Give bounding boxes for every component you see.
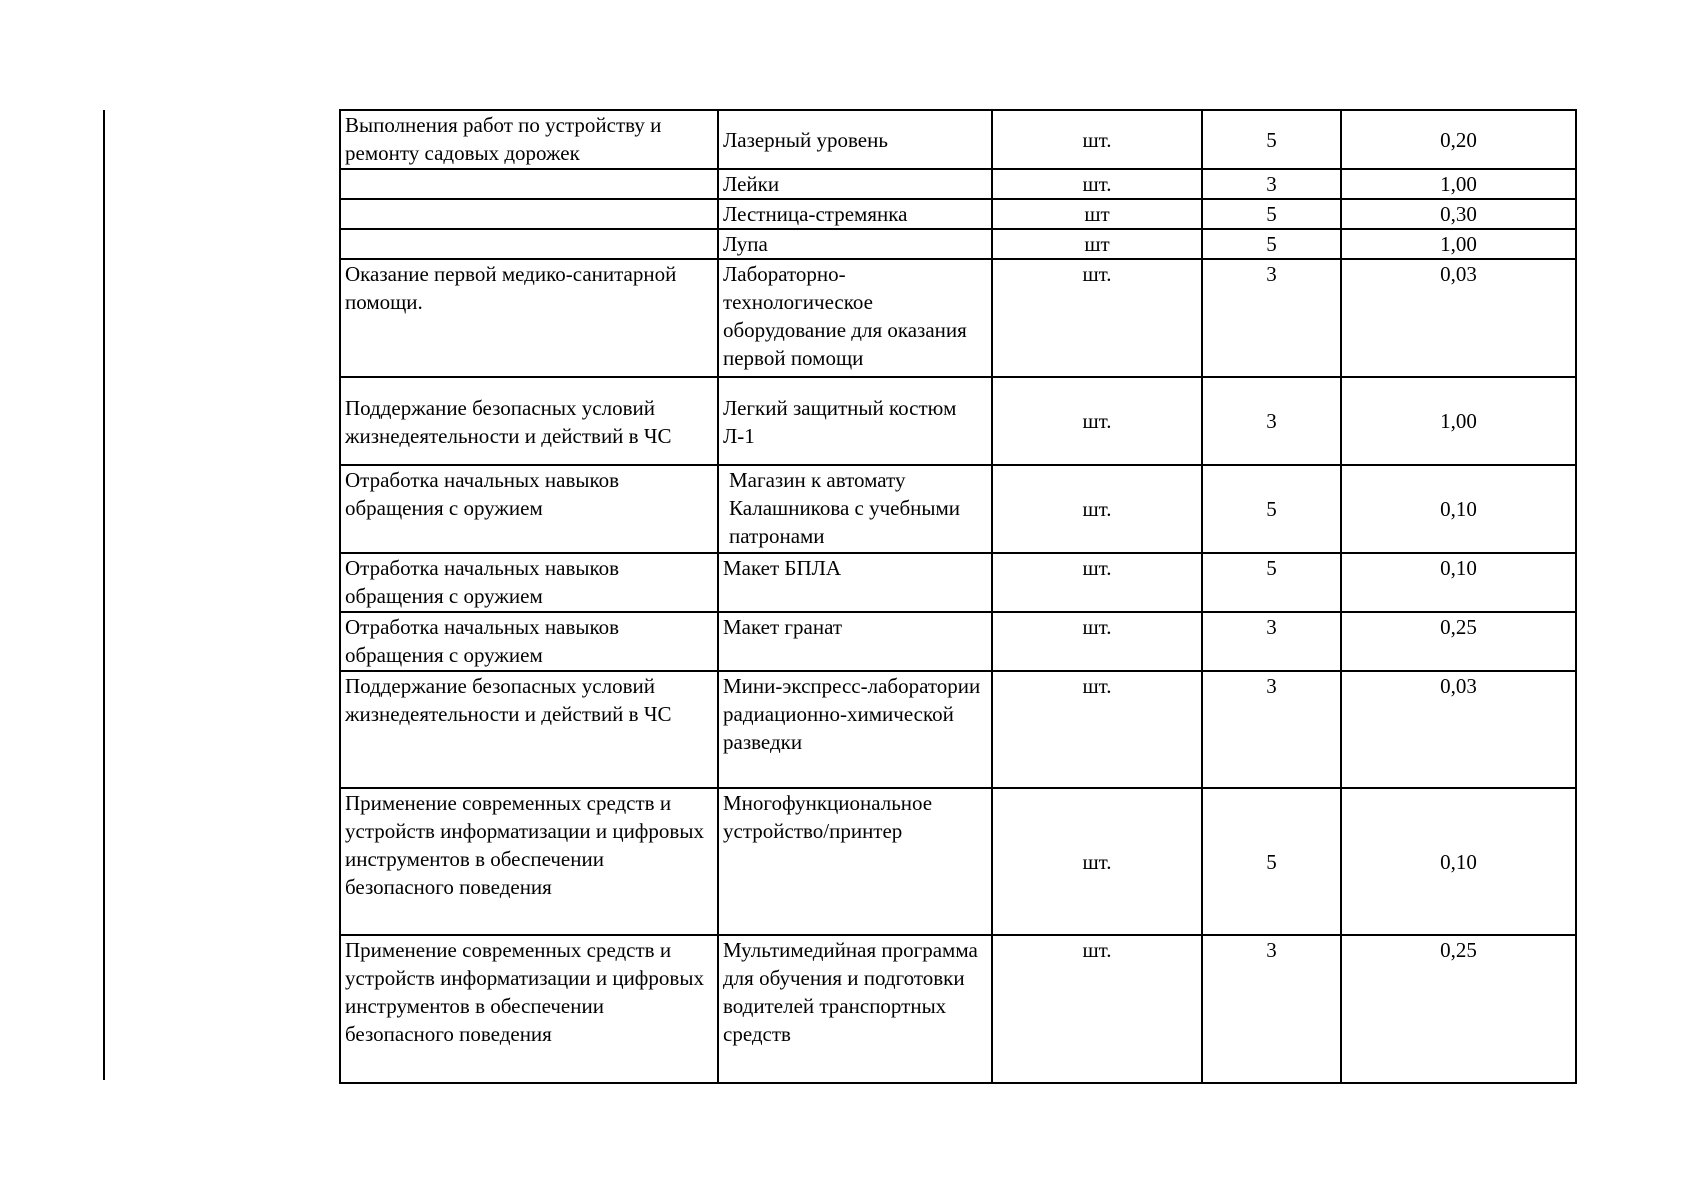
unit-cell: шт — [992, 199, 1202, 229]
unit-cell: шт — [992, 229, 1202, 259]
table-row — [340, 169, 1576, 199]
unit-cell: шт. — [992, 259, 1202, 377]
norm-cell: 0,03 — [1341, 259, 1576, 377]
item-cell: Макет гранат — [718, 612, 992, 671]
quantity-cell: 3 — [1202, 671, 1341, 788]
item-cell: Лабораторно-технологическое оборудование для оказания первой помощи — [718, 259, 992, 377]
norm-cell: 0,30 — [1341, 199, 1576, 229]
table-row — [340, 465, 1576, 553]
unit-cell: шт. — [992, 553, 1202, 612]
table-row — [340, 199, 1576, 229]
item-cell: Многофункциональное устройство/принтер — [718, 788, 992, 935]
activity-cell: Отработка начальных навыков обращения с оружием — [340, 553, 718, 612]
left-margin-rule — [103, 110, 105, 1080]
norm-cell: 1,00 — [1341, 377, 1576, 465]
norm-cell: 0,25 — [1341, 935, 1576, 1083]
table-row — [340, 935, 1576, 1083]
activity-cell — [340, 229, 718, 259]
item-cell: Лазерный уровень — [718, 110, 992, 169]
activity-cell: Применение современных средств и устройств информатизации и цифровых инструментов в обеспечении безопасного поведения — [340, 788, 718, 935]
quantity-cell: 3 — [1202, 259, 1341, 377]
quantity-cell: 3 — [1202, 377, 1341, 465]
norm-cell: 1,00 — [1341, 229, 1576, 259]
activity-cell: Отработка начальных навыков обращения с оружием — [340, 465, 718, 553]
activity-cell: Оказание первой медико-санитарной помощи. — [340, 259, 718, 377]
item-cell: Легкий защитный костюм Л-1 — [718, 377, 992, 465]
quantity-cell: 5 — [1202, 229, 1341, 259]
equipment-table — [339, 109, 1577, 1084]
unit-cell: шт. — [992, 671, 1202, 788]
norm-cell: 0,10 — [1341, 788, 1576, 935]
table-row — [340, 788, 1576, 935]
table-row — [340, 110, 1576, 169]
quantity-cell: 3 — [1202, 612, 1341, 671]
table-row — [340, 377, 1576, 465]
unit-cell: шт. — [992, 612, 1202, 671]
norm-cell: 0,03 — [1341, 671, 1576, 788]
unit-cell: шт. — [992, 377, 1202, 465]
activity-cell: Выполнения работ по устройству и ремонту садовых дорожек — [340, 110, 718, 169]
activity-cell: Поддержание безопасных условий жизнедеятельности и действий в ЧС — [340, 377, 718, 465]
norm-cell: 1,00 — [1341, 169, 1576, 199]
unit-cell: шт. — [992, 169, 1202, 199]
norm-cell: 0,10 — [1341, 553, 1576, 612]
item-cell: Лестница-стремянка — [718, 199, 992, 229]
activity-cell — [340, 169, 718, 199]
item-cell: Макет БПЛА — [718, 553, 992, 612]
table-row — [340, 229, 1576, 259]
quantity-cell: 5 — [1202, 199, 1341, 229]
unit-cell: шт. — [992, 110, 1202, 169]
unit-cell: шт. — [992, 465, 1202, 553]
unit-cell: шт. — [992, 935, 1202, 1083]
norm-cell: 0,20 — [1341, 110, 1576, 169]
quantity-cell: 5 — [1202, 788, 1341, 935]
norm-cell: 0,25 — [1341, 612, 1576, 671]
table-row — [340, 259, 1576, 377]
item-cell: Лупа — [718, 229, 992, 259]
quantity-cell: 5 — [1202, 465, 1341, 553]
quantity-cell: 5 — [1202, 553, 1341, 612]
item-cell: Мультимедийная программа для обучения и подготовки водителей транспортных средств — [718, 935, 992, 1083]
table-row — [340, 612, 1576, 671]
quantity-cell: 3 — [1202, 935, 1341, 1083]
quantity-cell: 5 — [1202, 110, 1341, 169]
item-cell: Магазин к автомату Калашникова с учебными патронами — [718, 465, 992, 553]
activity-cell — [340, 199, 718, 229]
norm-cell: 0,10 — [1341, 465, 1576, 553]
activity-cell: Отработка начальных навыков обращения с оружием — [340, 612, 718, 671]
activity-cell: Поддержание безопасных условий жизнедеятельности и действий в ЧС — [340, 671, 718, 788]
quantity-cell: 3 — [1202, 169, 1341, 199]
item-cell: Мини-экспресс-лаборатории радиационно-химической разведки — [718, 671, 992, 788]
table-row — [340, 553, 1576, 612]
unit-cell: шт. — [992, 788, 1202, 935]
activity-cell: Применение современных средств и устройств информатизации и цифровых инструментов в обеспечении безопасного поведения — [340, 935, 718, 1083]
item-cell: Лейки — [718, 169, 992, 199]
table-row — [340, 671, 1576, 788]
